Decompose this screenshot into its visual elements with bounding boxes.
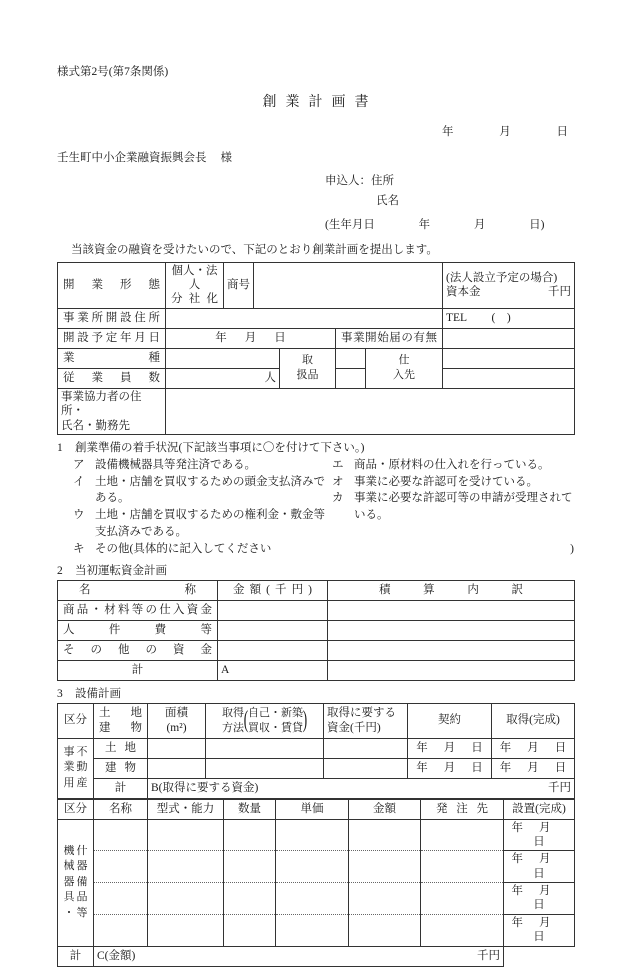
cell-amount-purchase[interactable] [218,600,328,620]
cell-building-contract-date[interactable]: 年 月 日 [408,758,492,778]
table-row [58,262,575,308]
section1-options-right [332,457,575,524]
section2-heading: 2 当初運転資金計画 [57,564,167,577]
document-body [57,64,574,967]
cell-goods-input[interactable] [336,348,366,368]
cell-equip-name-3[interactable] [94,883,148,915]
cell-tel[interactable]: TEL ( ) [443,308,575,328]
cell-equip-install-date-2[interactable]: 年 月日 [504,851,575,883]
option-text: 設備機械器具等発注済である。 [95,458,256,471]
table-header-row [58,799,575,819]
table-row [58,640,575,660]
cell-equip-install-date-3[interactable]: 年 月日 [504,883,575,915]
cell-equip-unitprice-4[interactable] [276,914,349,946]
col-header-unitprice: 単価 [276,799,349,819]
row-label-land: 土地 [94,738,148,758]
table-row [58,758,575,778]
bracket-open-icon: ( [243,707,249,734]
cell-equip-install-date-4[interactable]: 年 月日 [504,914,575,946]
row-label-equip-total: 計 [58,946,94,966]
cell-start-notice-input[interactable] [443,328,575,348]
cell-equip-qty-2[interactable] [224,851,276,883]
list-item[interactable] [73,507,331,540]
row-label-building: 建物 [94,758,148,778]
addressee-name: 壬生町中小企業融資振興会長 [57,152,207,165]
option-text: 土地・店舗を買収するための権利金・敷金等支払済みである。 [95,508,325,538]
option-key: カ [332,492,344,505]
working-capital-table [57,580,575,681]
cell-equip-unitprice-1[interactable] [276,819,349,851]
intro-sentence: 当該資金の融資を受けたいので、下記のとおり創業計画を提出します。 [71,243,438,256]
cell-business-form-label: 開業形態 [58,262,166,308]
section1-heading: 1 創業準備の着手状況(下記該当事項に〇を付けて下さい。) [57,441,365,454]
cell-industry-label: 業種 [58,348,166,368]
bracket-close-icon: ) [302,707,308,734]
option-key: ア [73,458,85,471]
list-item[interactable] [332,490,575,523]
cell-equip-orderto-3[interactable] [421,883,504,915]
option-key: エ [332,458,344,471]
col-header-orderto: 発注先 [421,799,504,819]
table-row [58,883,575,915]
row-label-subtotal: 計 [94,778,148,798]
date-month-label: 月 [499,126,511,139]
cell-trade-name-label: 商号 [224,262,254,308]
table-row [58,328,575,348]
addressee-honorific: 様 [220,152,232,165]
side-label-realestate: 事 業 用 不 動 産 [58,738,94,798]
cell-land-method[interactable] [206,738,324,758]
table-row [58,600,575,620]
col-header-contract: 契約 [408,703,492,738]
cell-open-date-input[interactable]: 年 月 日 [166,328,336,348]
cell-land-acquire-date[interactable]: 年 月 日 [492,738,575,758]
row-label-personnel: 人件費等 [58,620,218,640]
birth-day-label: 日) [529,218,545,231]
option-text: 事業に必要な許認可等の申請が受理されている。 [354,492,573,521]
cell-land-contract-date[interactable]: 年 月 日 [408,738,492,758]
row-label-total: 計 [58,660,218,680]
col-header-area: 面積 (m²) [148,703,206,738]
birth-month-label: 月 [473,218,486,231]
cell-equip-model-2[interactable] [148,851,224,883]
cell-breakdown-purchase[interactable] [328,600,575,620]
option-key: イ [73,475,85,488]
col-header-quantity: 数量 [224,799,276,819]
cell-equip-amount-4[interactable] [349,914,421,946]
cell-supplier-input[interactable] [443,348,575,368]
cell-equip-unitprice-2[interactable] [276,851,349,883]
cell-equip-name-4[interactable] [94,914,148,946]
table-row [58,851,575,883]
cell-equip-amount-3[interactable] [349,883,421,915]
option-text: 事業に必要な許認可を受けている。 [354,475,538,488]
table-row [58,946,575,966]
cell-equip-amount-1[interactable] [349,819,421,851]
cell-building-acquire-date[interactable]: 年 月 日 [492,758,575,778]
col-header-install: 設置(完成) [504,799,575,819]
cell-office-address-input[interactable] [166,308,443,328]
table-row [58,308,575,328]
col-header-name: 名称 [94,799,148,819]
col-header-name: 名称 [58,580,218,600]
cell-equip-model-1[interactable] [148,819,224,851]
submission-date-line [57,123,574,139]
section3-heading: 3 設備計画 [57,687,121,700]
birthdate-line [57,216,574,232]
cell-equip-qty-1[interactable] [224,819,276,851]
cell-office-address-label: 事業所開設住所 [58,308,166,328]
cell-equip-name-1[interactable] [94,819,148,851]
facility-equipment-table [57,799,575,967]
table-header-row [58,703,575,738]
list-item[interactable] [332,457,575,474]
col-header-amount: 金額 [349,799,421,819]
table-row [58,738,575,758]
option-text: 商品・原材料の仕入れを行っている。 [354,458,550,471]
cell-equip-amount-2[interactable] [349,851,421,883]
cell-building-funds[interactable] [324,758,408,778]
cell-equip-install-date-1[interactable]: 年 月日 [504,819,575,851]
list-item[interactable] [332,474,575,491]
table-row [58,388,575,434]
cell-amount-other[interactable] [218,640,328,660]
cell-equip-orderto-4[interactable] [421,914,504,946]
table-row [58,660,575,680]
date-year-label: 年 [442,126,454,139]
col-header-land-building: 土地 建物 [94,703,148,738]
basic-info-table [57,262,575,435]
cell-subtotal-b[interactable]: B(取得に要する資金) 千円 [148,778,575,798]
section1-options-left [73,457,331,540]
cell-breakdown-other[interactable] [328,640,575,660]
cell-total-breakdown[interactable] [328,660,575,680]
applicant-block [57,172,574,212]
cell-capital-label: (法人設立予定の場合) 資本金 千円 [443,262,575,308]
list-item[interactable] [73,457,331,474]
cell-land-area[interactable] [148,738,206,758]
cell-equip-orderto-2[interactable] [421,851,504,883]
cell-equip-orderto-1[interactable] [421,819,504,851]
row-label-purchase: 商品・材料等の仕入資金 [58,600,218,620]
cell-entity-type-label: 個人・法人 分社化 [166,262,224,308]
table-row [58,778,575,798]
cell-employees-input[interactable]: 人 [166,368,280,388]
cell-equip-qty-4[interactable] [224,914,276,946]
cell-trade-name-input[interactable] [254,262,443,308]
applicant-address-label: 申込人：住所 [325,175,394,188]
cell-industry-input[interactable] [166,348,280,368]
cell-breakdown-personnel[interactable] [328,620,575,640]
option-close-paren: ) [570,542,574,555]
cell-collaborator-label: 事業協力者の住所・ 氏名・勤務先 [58,388,166,434]
form-number: 様式第2号(第7条関係) [57,66,169,78]
table-row [58,819,575,851]
col-header-method: 取得 方法 ( 自己・新築 買収・賃貸 ) [206,703,324,738]
option-key: オ [332,475,344,488]
cell-equip-unitprice-3[interactable] [276,883,349,915]
col-header-amount: 金額(千円) [218,580,328,600]
cell-supplier-label: 仕 入先 [366,348,443,388]
list-item[interactable] [73,474,331,507]
cell-equip-model-4[interactable] [148,914,224,946]
cell-supplier-input-2[interactable] [443,368,575,388]
cell-amount-personnel[interactable] [218,620,328,640]
cell-building-area[interactable] [148,758,206,778]
row-label-other: その他の資金 [58,640,218,660]
birth-year-label: 年 [418,218,431,231]
cell-land-funds[interactable] [324,738,408,758]
cell-goods-label: 取 扱品 [280,348,336,388]
col-header-model: 型式・能力 [148,799,224,819]
cell-open-date-label: 開設予定年月日 [58,328,166,348]
cell-equip-qty-3[interactable] [224,883,276,915]
cell-equip-name-2[interactable] [94,851,148,883]
col-header-acquire: 取得(完成) [492,703,575,738]
option-key: ウ [73,508,85,521]
cell-total-amount[interactable]: A [218,660,328,680]
col-header-funds: 取得に要する 資金(千円) [324,703,408,738]
option-text: その他(具体的に記入してください [95,542,272,555]
cell-collaborator-input[interactable] [166,388,575,434]
date-day-label: 日 [556,126,568,139]
table-row [58,348,575,368]
section1-options [57,457,574,558]
birthdate-label: (生年月日 [325,218,375,231]
col-header-breakdown: 積算内訳 [328,580,575,600]
list-item-other[interactable] [73,541,574,558]
side-label-equipment: 機 械 器 具 ・ 什 器 備 品 等 [58,819,94,946]
cell-building-method[interactable] [206,758,324,778]
table-row [58,914,575,946]
cell-equip-total-c[interactable]: C(金額) 千円 [94,946,504,966]
addressee-line [57,149,574,165]
document-title: 創業計画書 [262,95,378,111]
table-header-row [58,580,575,600]
option-text: 土地・店舗を買収するための頭金支払済みである。 [95,475,325,505]
option-key: キ [73,542,85,555]
col-header-kubun: 区分 [58,703,94,738]
cell-employees-label: 従業員数 [58,368,166,388]
cell-start-notice-label: 事業開始届の有無 [336,328,443,348]
facility-realestate-table [57,703,575,799]
table-row [58,620,575,640]
cell-equip-model-3[interactable] [148,883,224,915]
cell-goods-input-2[interactable] [336,368,366,388]
applicant-name-label: 氏名 [376,194,399,207]
col-header-kubun: 区分 [58,799,94,819]
